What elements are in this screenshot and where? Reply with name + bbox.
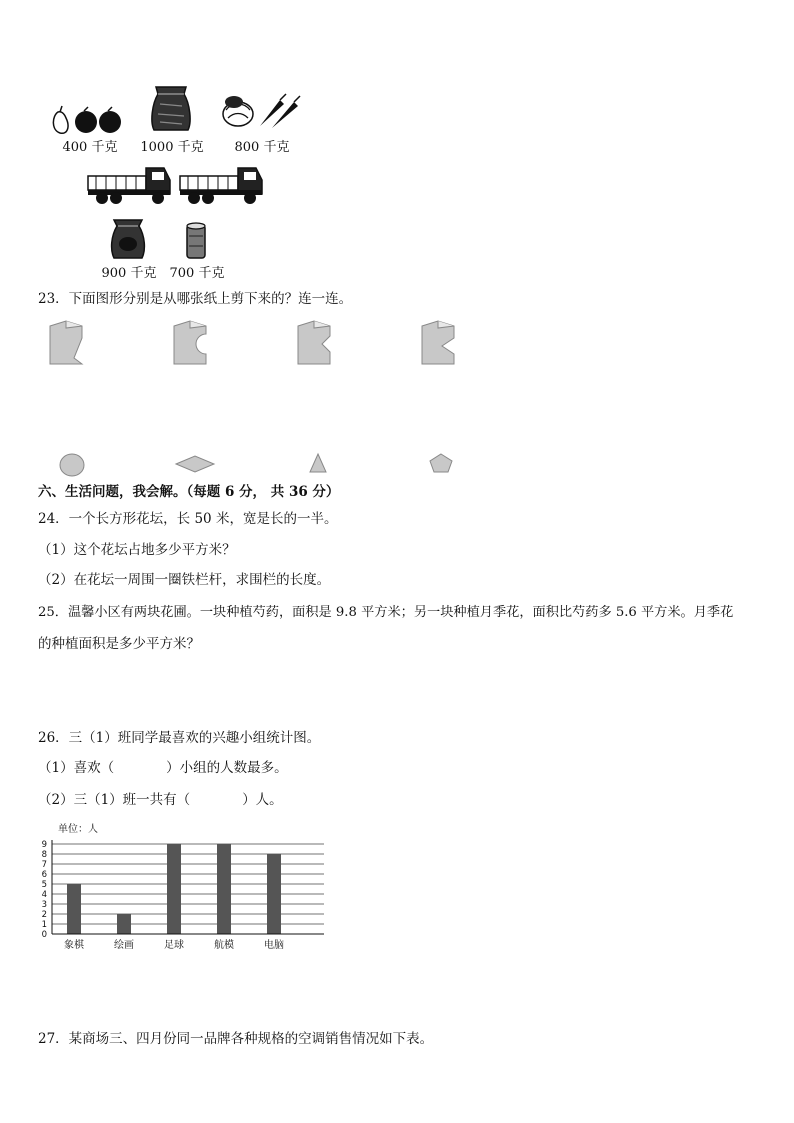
question-25-line2: 的种植面积是多少平方米？ xyxy=(38,636,200,652)
cut-paper-shape xyxy=(48,318,86,366)
bar-chart xyxy=(38,818,330,954)
pentagon-shape xyxy=(428,452,454,474)
question-26: 26．三（1）班同学最喜欢的兴趣小组统计图。 xyxy=(38,730,321,746)
fruit-icon xyxy=(48,104,128,136)
weight-label: 800 千克 xyxy=(234,140,290,155)
sub2-suffix: ）人。 xyxy=(242,792,283,808)
question-24: 24．一个长方形花坛，长 50 米，宽是长的一半。 xyxy=(38,511,338,527)
triangle-shape xyxy=(308,452,328,474)
x-tick-label: 足球 xyxy=(164,940,184,951)
y-tick-label: 9 xyxy=(41,840,47,850)
cut-paper-shape xyxy=(172,318,214,366)
weight-label: 900 千克 xyxy=(101,266,157,281)
sub1-prefix: （1）喜欢（ xyxy=(38,760,115,776)
weight-label: 400 千克 xyxy=(62,140,118,155)
sub1-suffix: ）小组的人数最多。 xyxy=(166,760,288,776)
q22-figure xyxy=(40,84,330,284)
x-tick-label: 绘画 xyxy=(114,940,134,951)
y-tick-label: 2 xyxy=(41,910,47,920)
y-tick-label: 1 xyxy=(41,920,47,930)
section-6-title: 六、生活问题，我会解。（每题 6 分， 共 36 分） xyxy=(38,484,340,500)
bar xyxy=(117,914,131,934)
y-tick-label: 8 xyxy=(41,850,47,860)
y-tick-label: 3 xyxy=(41,900,47,910)
question-25-line1: 25．温馨小区有两块花圃。一块种植芍药，面积是 9.8 平方米；另一块种植月季花，面积比芍药多 5.6 平方米。月季花 xyxy=(38,605,734,620)
barrel-icon xyxy=(184,222,208,260)
y-tick-label: 6 xyxy=(41,870,47,880)
question-24-sub2: （2）在花坛一周围一圈铁栏杆，求围栏的长度。 xyxy=(38,572,331,588)
bar xyxy=(267,854,281,934)
circle-shape xyxy=(58,452,86,478)
question-24-sub1: （1）这个花坛占地多少平方米？ xyxy=(38,542,236,558)
sack-icon xyxy=(148,84,194,132)
bar xyxy=(67,884,81,934)
bar xyxy=(217,844,231,934)
bar xyxy=(167,844,181,934)
cut-paper-shape xyxy=(296,318,336,366)
sack-icon xyxy=(108,218,148,260)
y-tick-label: 4 xyxy=(41,890,47,900)
truck-icon xyxy=(86,164,174,206)
weight-label: 700 千克 xyxy=(169,266,225,281)
vegetables-icon xyxy=(220,92,302,130)
y-tick-label: 7 xyxy=(41,860,47,870)
x-tick-label: 航模 xyxy=(214,940,234,951)
sub2-prefix: （2）三（1）班一共有（ xyxy=(38,792,191,808)
y-tick-label: 0 xyxy=(41,930,47,940)
q23-cut-shapes xyxy=(40,448,480,480)
cut-paper-shape xyxy=(420,318,460,366)
rhombus-shape xyxy=(174,454,216,474)
question-26-sub1 xyxy=(38,758,288,778)
truck-icon xyxy=(178,164,266,206)
x-tick-label: 电脑 xyxy=(264,940,284,951)
y-tick-label: 5 xyxy=(41,880,47,890)
question-26-sub2 xyxy=(38,790,283,810)
chart-title: 单位：人 xyxy=(58,824,98,835)
question-27: 27．某商场三、四月份同一品牌各种规格的空调销售情况如下表。 xyxy=(38,1031,434,1047)
question-23: 23．下面图形分别是从哪张纸上剪下来的？连一连。 xyxy=(38,291,353,307)
q23-paper-shapes xyxy=(40,316,480,368)
x-tick-label: 象棋 xyxy=(64,940,84,951)
weight-label: 1000 千克 xyxy=(140,140,204,155)
